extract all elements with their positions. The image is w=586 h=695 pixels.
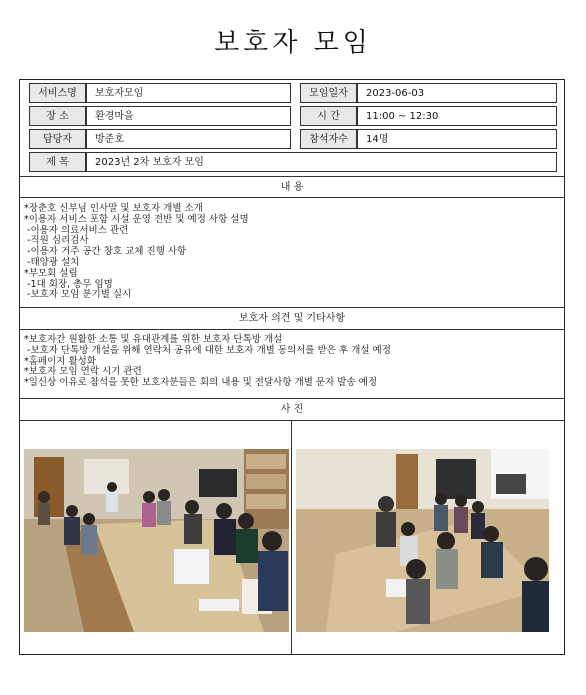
opinions-header: 보호자 의견 및 기타사항 (20, 307, 564, 330)
content-line: -이용자 거주 공간 창호 교체 진행 사항 (24, 246, 187, 258)
subject-value: 2023년 2차 보호자 모임 (86, 152, 557, 172)
content-line: -보호자 모임 분기별 실시 (24, 289, 132, 301)
document-title: 보호자 모임 (214, 28, 372, 58)
manager-label: 담당자 (29, 129, 86, 149)
opinion-line: *보호자 모임 연락 시기 관련 (24, 366, 142, 378)
opinion-line: *보호자간 원활한 소통 및 유대관계를 위한 보호자 단톡방 개설 (24, 334, 283, 345)
photos-header: 사 진 (20, 398, 564, 421)
place-value: 환경마을 (86, 106, 291, 126)
manager-value: 방준호 (86, 129, 291, 149)
service-name-label: 서비스명 (29, 83, 86, 103)
meeting-report-table (19, 79, 565, 655)
content-line: *이용자 서비스 포함 시설 운영 전반 및 예정 사항 설명 (24, 213, 249, 225)
attendees-label: 참석자수 (300, 129, 357, 149)
photo-divider (291, 421, 292, 654)
content-lines (24, 204, 249, 301)
content-line: -이용자 의료서비스 관련 (24, 224, 129, 236)
attendees-value: 14명 (357, 129, 557, 149)
place-label: 장 소 (29, 106, 86, 126)
content-line: *장춘호 신부님 인사말 및 보호자 개별 소개 (24, 203, 203, 214)
time-label: 시 간 (300, 106, 357, 126)
opinion-lines (24, 335, 391, 389)
meeting-photo-1 (24, 449, 289, 632)
opinion-line: *일신상 이유로 참석을 못한 보호자분들은 회의 내용 및 전달사항 개별 문자 발송 예정 (24, 377, 378, 389)
time-value: 11:00 ~ 12:30 (357, 106, 557, 126)
meeting-date-value: 2023-06-03 (357, 83, 557, 103)
content-line: -태양광 설치 (24, 256, 80, 268)
content-header: 내 용 (20, 176, 564, 198)
opinion-line: *홈페이지 활성화 (24, 355, 97, 367)
content-line: -1대 회장, 총무 임명 (24, 278, 113, 290)
content-line: -직원 심리검사 (24, 235, 89, 247)
service-name-value: 보호자모임 (86, 83, 291, 103)
meeting-photo-2 (296, 449, 549, 632)
subject-label: 제 목 (29, 152, 86, 172)
meeting-date-label: 모임일자 (300, 83, 357, 103)
opinion-line: -보호자 단톡방 개설을 위해 연락처 공유에 대한 보호자 개별 동의서를 받은 후 개설 예정 (24, 344, 391, 356)
content-line: *부모회 설립 (24, 267, 78, 279)
